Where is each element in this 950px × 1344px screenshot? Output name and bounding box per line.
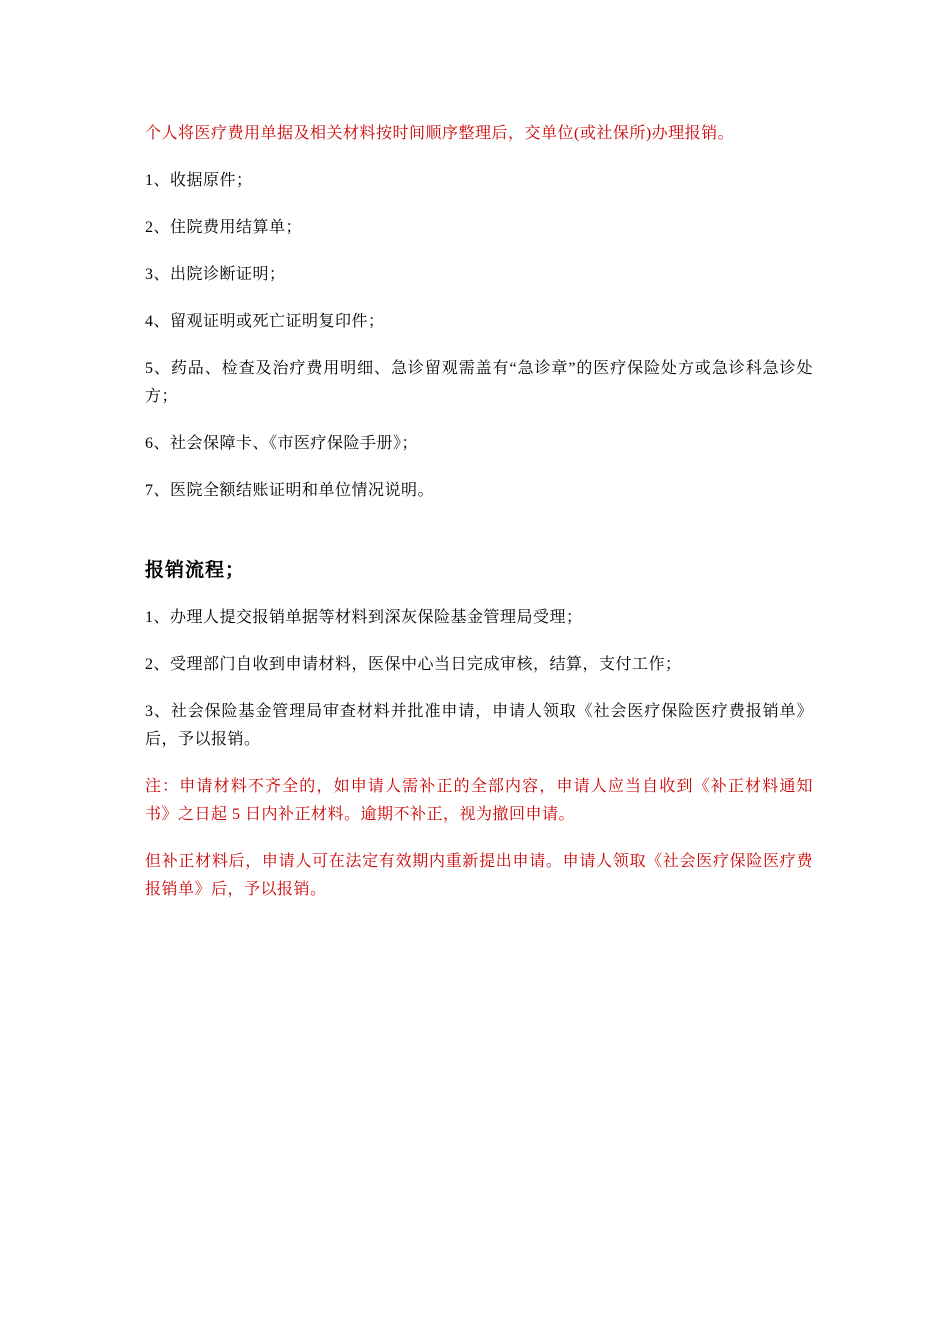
document-content — [145, 120, 813, 923]
materials-list-item-7: 7、医院全额结账证明和单位情况说明。 — [145, 482, 435, 499]
process-list-item-1: 1、办理人提交报销单据等材料到深灰保险基金管理局受理； — [145, 609, 583, 626]
section-heading-reimbursement-process: 报销流程； — [145, 560, 246, 581]
process-list-item-2: 2、受理部门自收到申请材料，医保中心当日完成审核，结算，支付工作； — [145, 656, 682, 673]
materials-list-item-6: 6、社会保障卡、《市医疗保险手册》； — [145, 435, 419, 452]
materials-list-item-3: 3、出院诊断证明； — [145, 266, 286, 283]
process-list-item-3: 3、社会保险基金管理局审查材料并批准申请，申请人领取《社会医疗保险医疗费报销单》后，予以报销。 — [145, 703, 813, 748]
note-paragraph-red-2: 但补正材料后，申请人可在法定有效期内重新提出申请。申请人领取《社会医疗保险医疗费报销单》后，予以报销。 — [145, 853, 813, 898]
intro-paragraph-red: 个人将医疗费用单据及相关材料按时间顺序整理后，交单位(或社保所)办理报销。 — [145, 125, 735, 142]
materials-list-item-5: 5、药品、检查及治疗费用明细、急诊留观需盖有“急诊章”的医疗保险处方或急诊科急诊处方； — [145, 360, 813, 405]
materials-list-item-1: 1、收据原件； — [145, 172, 253, 189]
materials-list-item-2: 2、住院费用结算单； — [145, 219, 303, 236]
note-paragraph-red-1: 注：申请材料不齐全的，如申请人需补正的全部内容，申请人应当自收到《补正材料通知书》之日起 5 日内补正材料。逾期不补正，视为撤回申请。 — [145, 778, 813, 823]
materials-list-item-4: 4、留观证明或死亡证明复印件； — [145, 313, 385, 330]
